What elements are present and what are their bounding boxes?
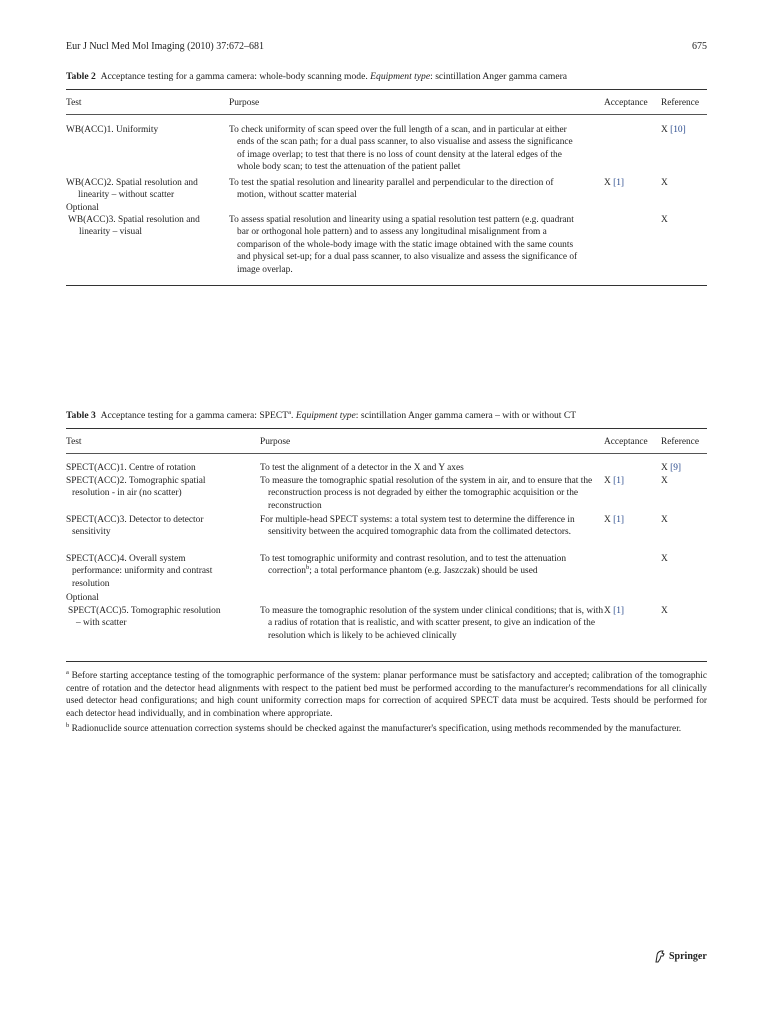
table3-bottom-rule (66, 661, 707, 662)
table3-row1-reference: X [9] (661, 463, 682, 473)
table2-caption-text: Acceptance testing for a gamma camera: whole-body scanning mode. (100, 71, 368, 82)
table2-row1-purpose: To check uniformity of scan speed over the full length of a scan, and in particular at either ends of the scan path; for a dual pass scanner, to also visualise and assess the significance of image overlap; to test that there is no loss of count density at the lateral edges of the whole body scan; to test the attenuation of the patient pallet (229, 125, 573, 173)
table2-label: Table 2 (66, 71, 96, 82)
publisher-name: Springer (669, 951, 707, 962)
table2-row3-reference: X (661, 215, 668, 225)
table3-row3-purpose: For multiple-head SPECT systems: a total system test to determine the difference in sensitivity between the acquired tomographic data from the collimated detectors. (260, 515, 575, 538)
table2-row3-purpose: To assess spatial resolution and linearity using a spatial resolution test pattern (e.g. quadrant bar or orthogonal hole pattern) and to assess any longitudinal misalignment from a comparison of the whole-body image with the static image obtained with the same counts and physical set-up; for a dual pass scanner, to also visualize and assess the significance of image overlap. (229, 215, 578, 275)
table2-row1-test: WB(ACC)1. Uniformity (66, 125, 159, 135)
table2-section-optional: Optional (66, 203, 99, 213)
table2-equipment: : scintillation Anger gamma camera (430, 71, 568, 82)
table3-col-test: Test (66, 437, 82, 447)
table3-row5-acceptance: X [1] (604, 606, 625, 616)
footnote-b: $^b$ Radionuclide source attenuation correction systems should be checked against the manufacturer's specification, using methods recommended by the manufacturer. (66, 721, 682, 734)
table2-row2-acceptance: X [1] (604, 178, 625, 188)
table2-top-rule (66, 89, 707, 90)
table2-row3-test: WB(ACC)3. Spatial resolution and linearity – visual (68, 215, 200, 238)
table3-label: Table 3 (66, 410, 96, 421)
table3-row4-test: SPECT(ACC)4. Overall system performance: uniformity and contrast resolution (66, 554, 213, 589)
citation-link[interactable]: [1] (613, 476, 625, 486)
table2-row1-reference: X [10] (661, 125, 686, 135)
springer-horse-icon (654, 950, 666, 963)
table2-col-test: Test (66, 98, 82, 108)
table3-row2-test: SPECT(ACC)2. Tomographic spatial resolution - in air (no scatter) (66, 476, 206, 499)
running-header (66, 41, 707, 52)
table3-equipment-label: Equipment type (295, 410, 356, 421)
table3-row4-reference: X (661, 554, 668, 564)
citation-link[interactable]: [1] (613, 178, 625, 188)
table2-col-purpose: Purpose (229, 98, 260, 108)
table2-header-rule (66, 114, 707, 115)
table3-caption-text: Acceptance testing for a gamma camera: SPECT (100, 410, 289, 421)
table3-row1-purpose: To test the alignment of a detector in the X and Y axes (260, 463, 464, 473)
table3-equipment: : scintillation Anger gamma camera – with or without CT (355, 410, 577, 421)
table3-row2-acceptance: X [1] (604, 476, 625, 486)
table3-caption: Table 3 Acceptance testing for a gamma camera: SPECT$^a$. Equipment type: scintillation Anger gamma camera – with or without CT (66, 408, 577, 421)
table3-col-purpose: Purpose (260, 437, 291, 447)
table2-equipment-label: Equipment type (370, 71, 431, 82)
table3-row3-reference: X (661, 515, 668, 525)
table3-row5-test: SPECT(ACC)5. Tomographic resolution – with scatter (68, 606, 221, 629)
table2-col-reference: Reference (661, 98, 699, 108)
table3-col-reference: Reference (661, 437, 699, 447)
springer-logo (654, 950, 707, 963)
journal-citation: Eur J Nucl Med Mol Imaging (2010) 37:672–681 (66, 41, 265, 52)
table2-row2-purpose: To test the spatial resolution and linearity parallel and perpendicular to the direction of motion, without scatter material (229, 178, 554, 201)
citation-link[interactable]: [10] (670, 125, 686, 135)
table2-row2-test: WB(ACC)2. Spatial resolution and linearity – without scatter (66, 178, 198, 201)
citation-link[interactable]: [9] (670, 463, 682, 473)
table2-caption (66, 71, 707, 83)
footnote-mark: b (306, 564, 310, 572)
table3-section-optional: Optional (66, 593, 99, 603)
footnote-a: $^a$ Before starting acceptance testing of the tomographic performance of the system: planar performance must be satisfactory and accepted; calibration of the tomographic centre of rotation and the detector head alignments with respect to the patient bed must be performed according to the manufacturer's recommendations for all clinically used detector head configurations; and high count uniformity correction maps for correction of acquired SPECT data must be acquired. Tests should be performed for each detector head individually, and in combination where appropriate. (66, 668, 707, 719)
table2-row2-reference: X (661, 178, 668, 188)
table2-bottom-rule (66, 285, 707, 286)
citation-link[interactable]: [1] (613, 606, 625, 616)
table3-row3-test: SPECT(ACC)3. Detector to detector sensitivity (66, 515, 204, 538)
table3-row3-acceptance: X [1] (604, 515, 625, 525)
citation-link[interactable]: [1] (613, 515, 625, 525)
table3-row5-reference: X (661, 606, 668, 616)
table3-top-rule (66, 428, 707, 429)
table3-row5-purpose: To measure the tomographic resolution of the system under clinical conditions; that is, with a radius of rotation that is realistic, and with scatter present, to give an indication of the resolution which is likely to be achieved clinically (260, 606, 604, 641)
table3-row4-purpose: To test tomographic uniformity and contrast resolution, and to test the attenuation correction$^b$; a total performance phantom (e.g. Jaszczak) should be used (260, 554, 567, 577)
table3-caption-footnote-mark: a (288, 408, 292, 416)
table3-col-acceptance: Acceptance (604, 437, 648, 447)
table3-row1-test: SPECT(ACC)1. Centre of rotation (66, 463, 196, 473)
table3-row2-reference: X (661, 476, 668, 486)
table2-col-acceptance: Acceptance (604, 98, 648, 108)
table3-header-rule (66, 453, 707, 454)
table3-row2-purpose: To measure the tomographic spatial resolution of the system in air, and to ensure that the reconstruction process is not degraded by either the tomographic acquisition or the reconstruction (260, 476, 593, 511)
page-number: 675 (692, 41, 707, 52)
